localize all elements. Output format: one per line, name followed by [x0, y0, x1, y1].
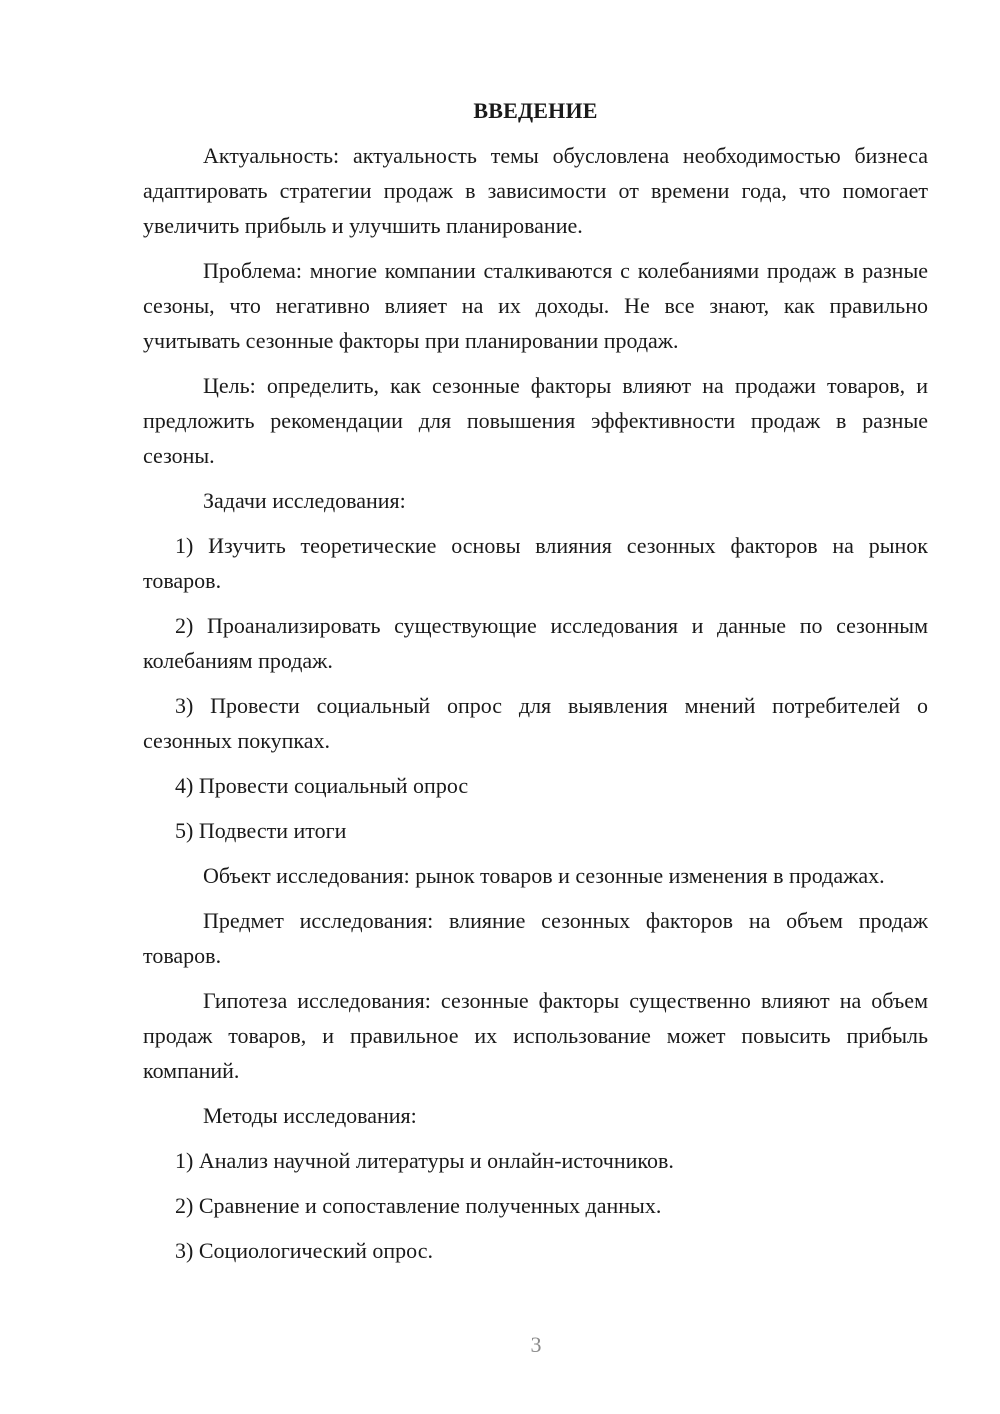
task-item-1: 1) Изучить теоретические основы влияния сезонных факторов на рынок товаров. — [143, 533, 928, 593]
task-item-4: 4) Провести социальный опрос — [175, 773, 469, 798]
goal-paragraph: Цель: определить, как сезонные факторы влияют на продажи товаров, и предложить рекомендации для повышения эффективности продаж в разные сезоны. — [143, 373, 928, 468]
tasks-heading: Задачи исследования: — [203, 488, 406, 513]
task-item-3: 3) Провести социальный опрос для выявления мнений потребителей о сезонных покупках. — [143, 693, 928, 753]
object-paragraph: Объект исследования: рынок товаров и сезонные изменения в продажах. — [203, 863, 885, 888]
problem-paragraph: Проблема: многие компании сталкиваются с колебаниями продаж в разные сезоны, что негативно влияет на их доходы. Не все знают, как правильно учитывать сезонные факторы при планировании продаж. — [143, 258, 928, 353]
page-number: 3 — [530, 1332, 542, 1357]
methods-heading: Методы исследования: — [203, 1103, 417, 1128]
method-item-2: 2) Сравнение и сопоставление полученных данных. — [175, 1193, 662, 1218]
hypothesis-paragraph: Гипотеза исследования: сезонные факторы существенно влияют на объем продаж товаров, и правильное их использование может повысить прибыль компаний. — [143, 988, 928, 1083]
page-title: ВВЕДЕНИЕ — [473, 98, 598, 123]
task-item-5: 5) Подвести итоги — [175, 818, 347, 843]
method-item-3: 3) Социологический опрос. — [175, 1238, 433, 1263]
relevance-paragraph: Актуальность: актуальность темы обусловлена необходимостью бизнеса адаптировать стратегии продаж в зависимости от времени года, что помогает увеличить прибыль и улучшить планирование. — [143, 143, 928, 238]
subject-paragraph: Предмет исследования: влияние сезонных факторов на объем продаж товаров. — [143, 908, 928, 968]
method-item-1: 1) Анализ научной литературы и онлайн-источников. — [175, 1148, 674, 1173]
page-body — [143, 93, 928, 1278]
task-item-2: 2) Проанализировать существующие исследования и данные по сезонным колебаниям продаж. — [143, 613, 928, 673]
